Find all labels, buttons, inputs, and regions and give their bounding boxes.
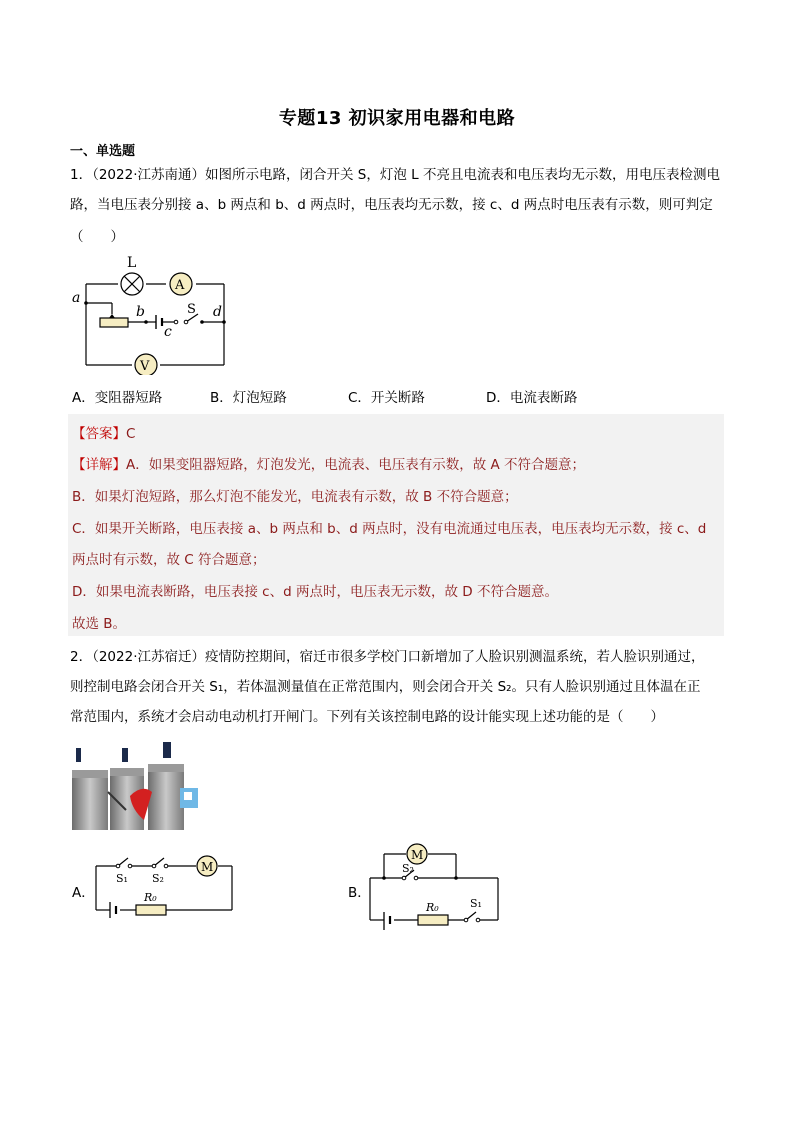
q2-option-b: B． [348, 885, 371, 901]
q1-line-3: （ ） [70, 229, 124, 245]
label-M-b: M [411, 848, 424, 862]
answer-line [72, 422, 135, 442]
q2-line-1: 2．（2022·江苏宿迁）疫情防控期间，宿迁市很多学校门口新增加了人脸识别测温系统，若人脸识别通过， [70, 649, 705, 665]
label-S2-b: S₂ [402, 862, 414, 875]
detail-line-5: D．如果电流表断路，电压表接 c、d 两点时，电压表无示数，故 D 不符合题意。 [72, 584, 558, 600]
q2-option-b-circuit [364, 840, 504, 936]
q1-option-a: A．变阻器短路 [72, 390, 163, 406]
turnstile-gate-illustration [70, 740, 200, 832]
detail-label: 【详解】 [72, 457, 126, 473]
switch-icon [184, 320, 188, 324]
label-S1-b: S₁ [470, 897, 482, 910]
q1-option-d: D．电流表断路 [486, 390, 578, 406]
label-V: V [140, 359, 150, 374]
label-L: L [127, 255, 137, 271]
label-d: d [213, 304, 222, 320]
answer-value: C [126, 426, 136, 442]
q1-circuit-diagram [70, 250, 240, 375]
answer-label: 【答案】 [72, 426, 126, 442]
label-a: a [72, 290, 81, 306]
detail-line-3: C．如果开关断路，电压表接 a、b 两点和 b、d 两点时，没有电流通过电压表，电压表均无示数，接 c、d [72, 521, 707, 537]
q1-option-c: C．开关断路 [348, 390, 425, 406]
rheostat-icon [100, 318, 128, 327]
label-S: S [187, 302, 196, 317]
resistor-icon [136, 905, 166, 915]
label-S2-a: S₂ [152, 872, 164, 885]
detail-line-6: 故选 B。 [72, 616, 127, 632]
q2-line-3: 常范围内，系统才会启动电动机打开闸门。下列有关该控制电路的设计能实现上述功能的是（ ） [70, 709, 664, 725]
q2-option-a: A． [72, 885, 95, 901]
q1-line-2: 路，当电压表分别接 a、b 两点和 b、d 两点时，电压表均无示数，接 c、d 两点时电压表有示数，则可判定 [70, 197, 713, 213]
detail-line-2: B．如果灯泡短路，那么灯泡不能发光，电流表有示数，故 B 不符合题意； [72, 489, 518, 505]
q1-line-1: 1．（2022·江苏南通）如图所示电路，闭合开关 S，灯泡 L 不亮且电流表和电压表均无示数，用电压表检测电 [70, 167, 720, 183]
section-heading: 一、单选题 [70, 144, 136, 159]
label-R0-a: R₀ [144, 891, 157, 904]
label-M-a: M [201, 860, 214, 874]
label-S1-a: S₁ [116, 872, 128, 885]
label-b: b [136, 304, 145, 320]
resistor-icon [418, 915, 448, 925]
label-c: c [164, 324, 172, 340]
q1-options [72, 386, 722, 408]
detail-line-1 [72, 453, 585, 473]
page-title: 专题13 初识家用电器和电路 [278, 108, 516, 129]
q2-line-2: 则控制电路会闭合开关 S₁，若体温测量值在正常范围内，则会闭合开关 S₂。只有人脸识别通过且体温在正 [70, 679, 701, 695]
detail-line-4: 两点时有示数，故 C 符合题意； [72, 552, 266, 568]
detail-text-1: A．如果变阻器短路，灯泡发光，电流表、电压表有示数，故 A 不符合题意； [126, 457, 586, 473]
q1-option-b: B．灯泡短路 [210, 390, 287, 406]
label-R0-b: R₀ [426, 901, 439, 914]
label-A: A [175, 278, 185, 293]
q2-option-a-circuit [90, 848, 240, 920]
